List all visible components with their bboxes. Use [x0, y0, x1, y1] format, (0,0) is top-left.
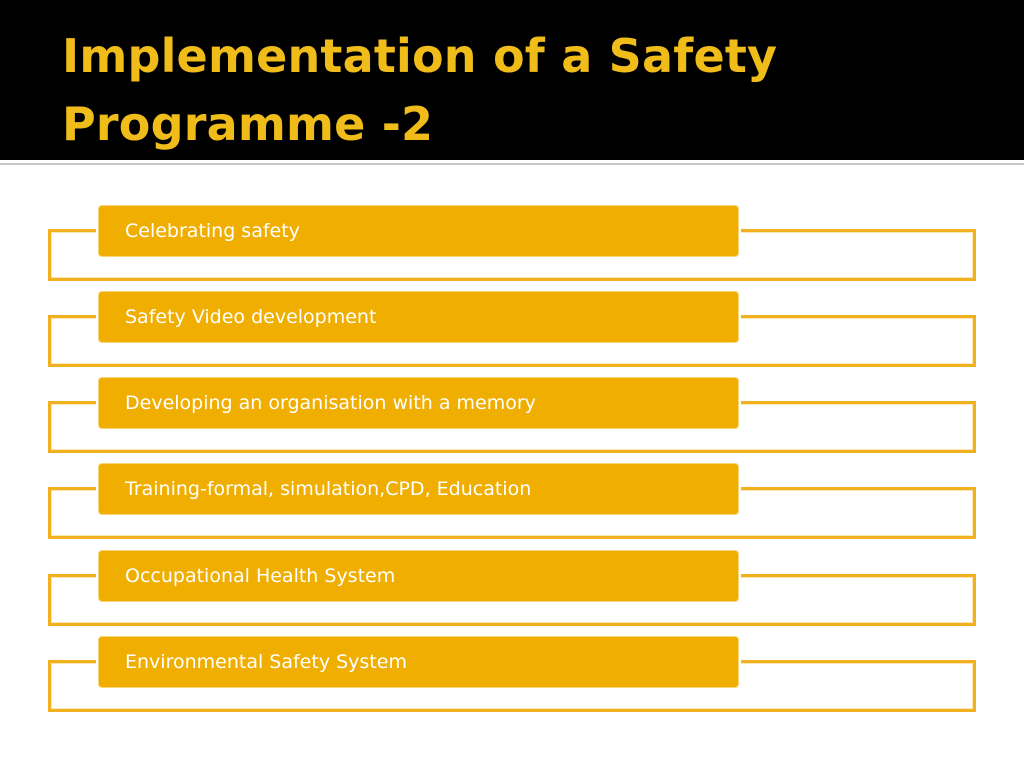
item-label-4: Training-formal, simulation,CPD, Education [125, 478, 532, 500]
item-label-5: Occupational Health System [125, 565, 396, 587]
item-label-box-6 [98, 636, 739, 688]
list-item-6 [0, 636, 1024, 716]
list-item-2 [0, 291, 1024, 371]
item-label-2: Safety Video development [125, 306, 377, 328]
item-label-1: Celebrating safety [125, 220, 300, 242]
list-item-5 [0, 550, 1024, 630]
item-label-3: Developing an organisation with a memory [125, 392, 536, 414]
item-label-box-3 [98, 377, 739, 429]
list-item-1 [0, 205, 1024, 285]
slide-title: Implementation of a Safety Programme -2 [62, 29, 778, 151]
list-item-3 [0, 377, 1024, 457]
item-label-6: Environmental Safety System [125, 651, 407, 673]
item-label-box-2 [98, 291, 739, 343]
item-label-box-5 [98, 550, 739, 602]
item-label-box-1 [98, 205, 739, 257]
list-item-4 [0, 463, 1024, 543]
item-label-box-4 [98, 463, 739, 515]
